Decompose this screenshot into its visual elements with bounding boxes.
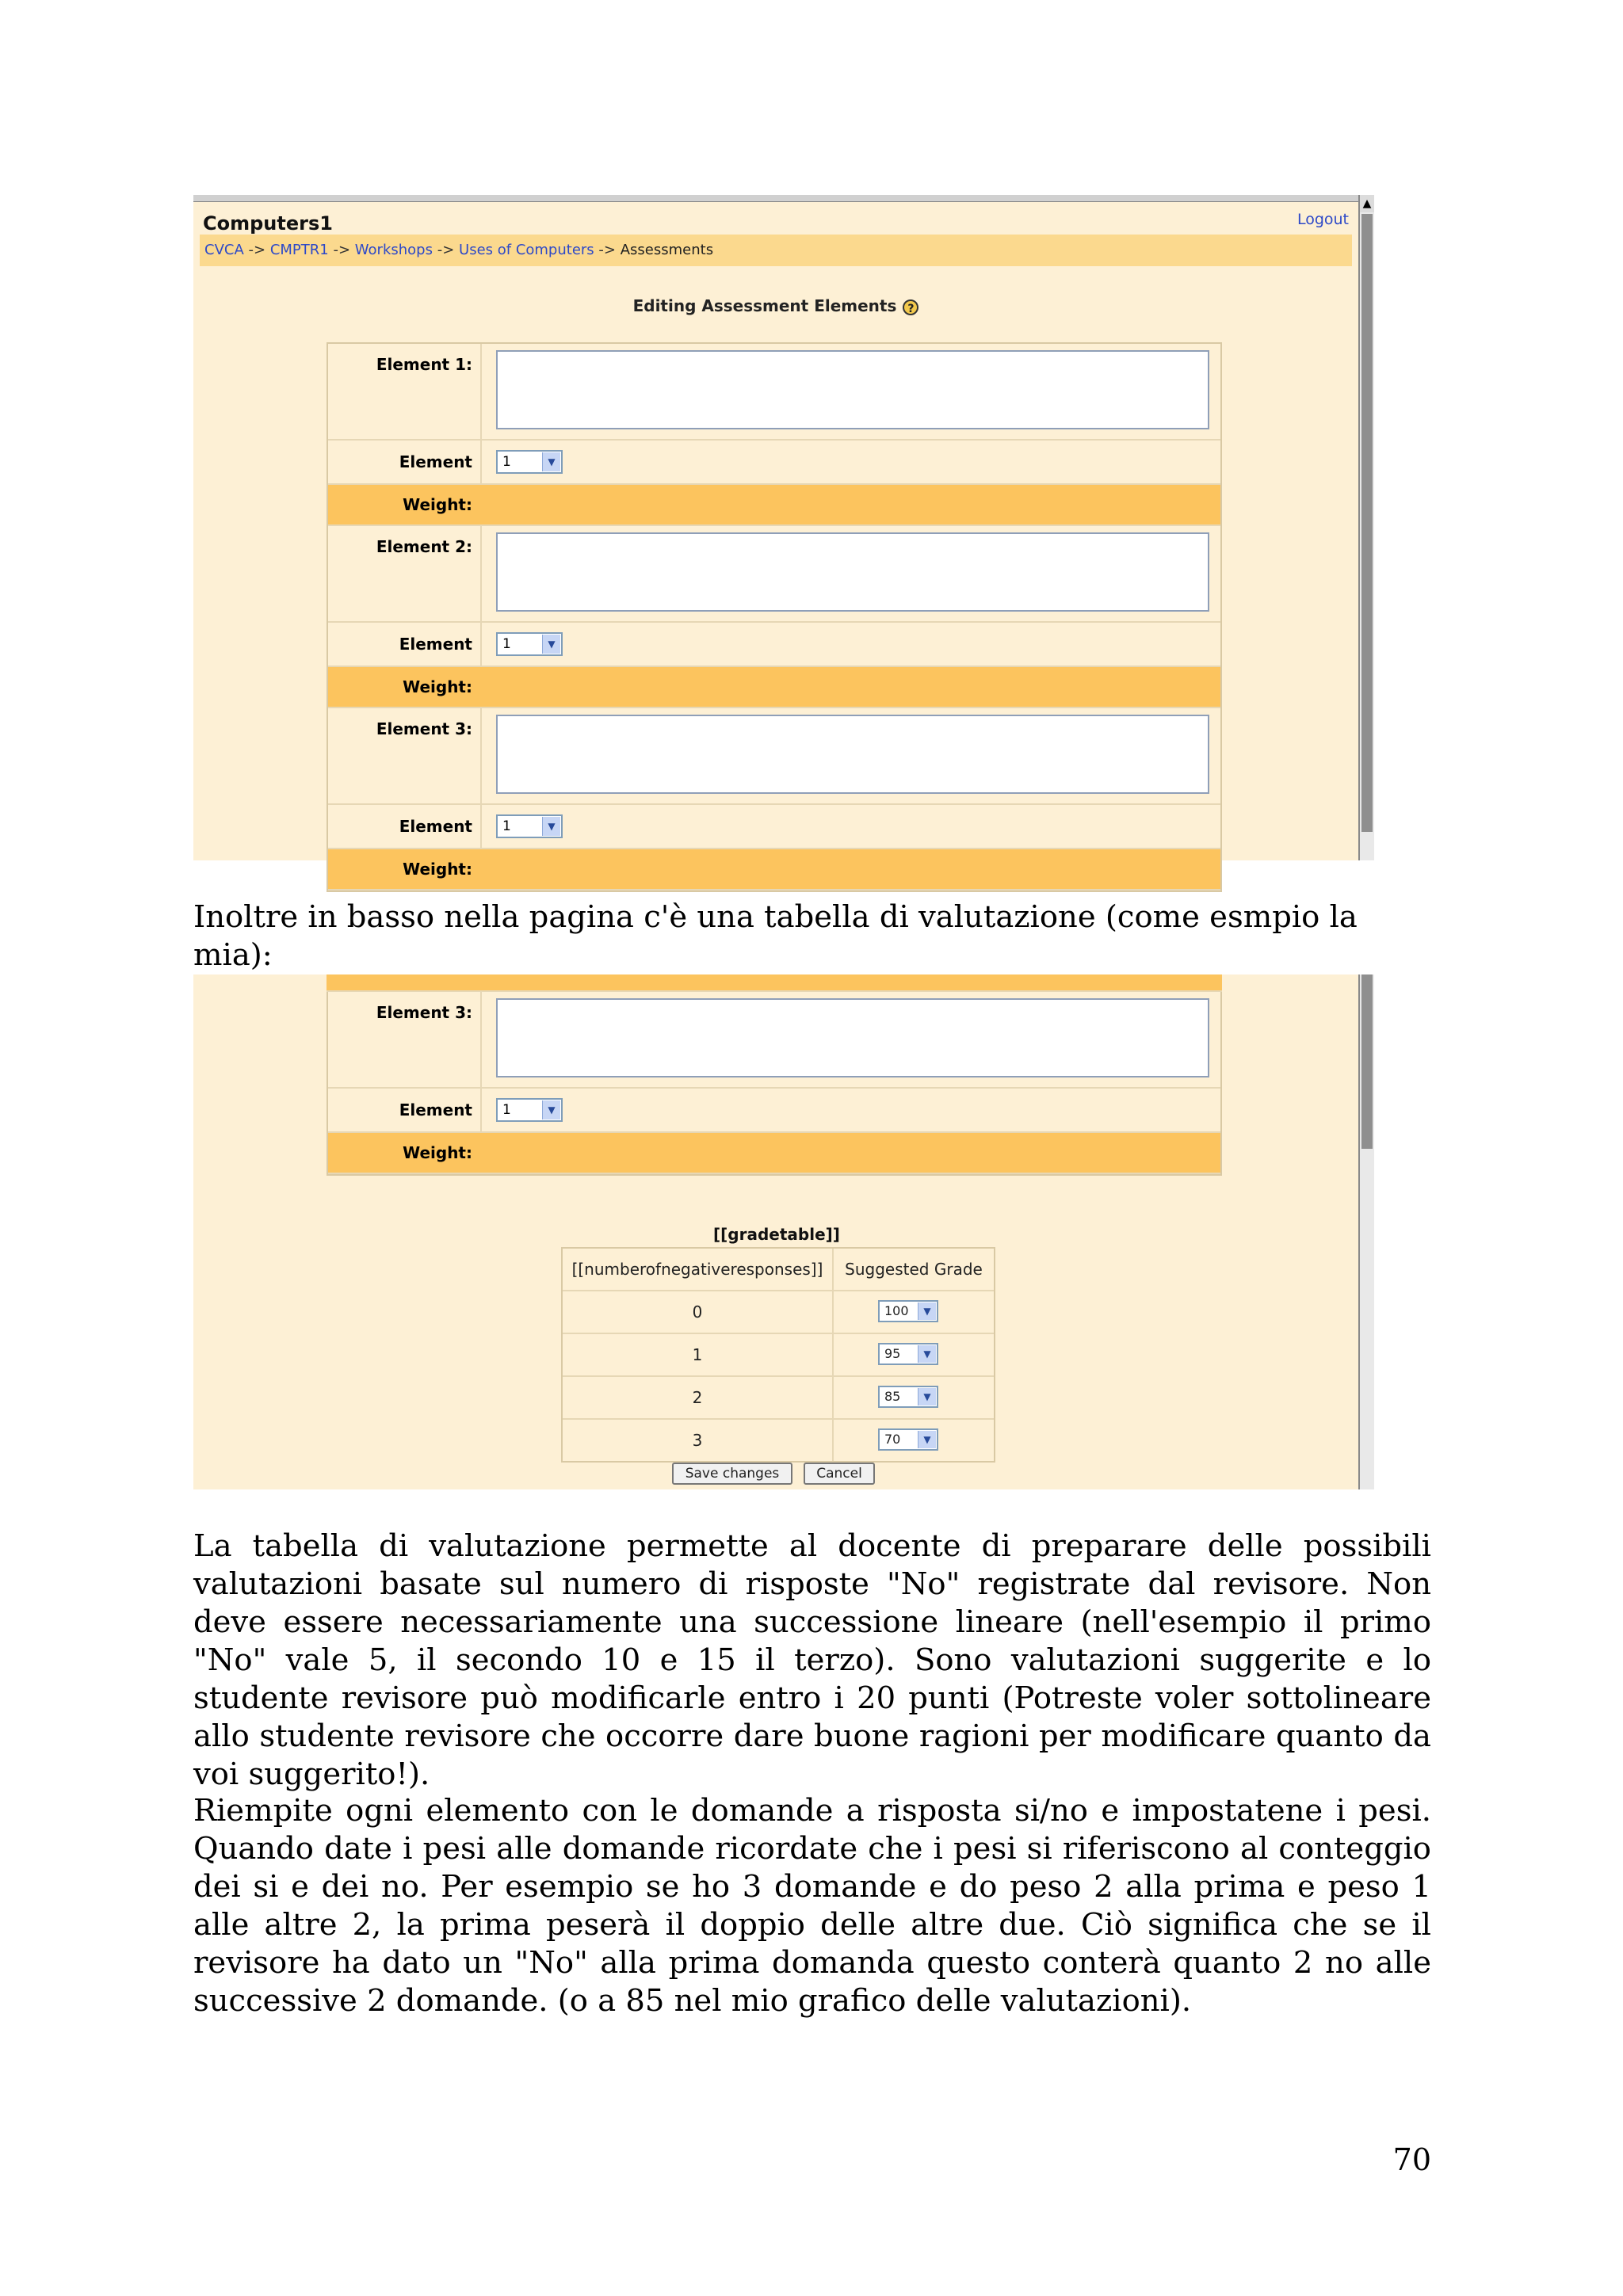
element-row [328,992,1220,1089]
site-title: Computers1 [203,212,333,235]
weight-value: 1 [502,1102,511,1118]
vertical-scrollbar[interactable] [1358,974,1374,1489]
assessment-elements-form [327,992,1222,1176]
element-row [328,708,1220,805]
element-label: Element 1: [331,344,482,439]
negatives-value: 2 [563,1377,834,1418]
element-3-weight-select[interactable] [496,814,563,838]
element-row [328,526,1220,623]
grade-select[interactable] [878,1343,938,1365]
element-weight-label: Element Weight: [331,623,482,666]
element-2-weight-select[interactable] [496,632,563,656]
chevron-down-icon[interactable]: ▼ [918,1388,936,1405]
column-header-suggested-grade: Suggested Grade [845,1260,983,1279]
weight-value: 1 [502,454,511,470]
element-weight-row [328,1089,1220,1162]
element-weight-row [328,441,1220,514]
breadcrumb-separator: -> [248,242,270,258]
help-icon[interactable]: ? [903,299,918,315]
element-label: Element 2: [331,526,482,621]
element-weight-row [328,805,1220,879]
paragraph-element-weights: Riempite ogni elemento con le domande a risposta si/no e impostatene i pesi. Quando date i pesi alle domande ricordate che i pesi si riferiscono al conteggio dei si e dei no. Per esempio se ho 3 domande e do peso 2 alla prima e peso 1 alle altre 2, la prima peserà il doppio delle altre due. Ciò significa che se il revisore ha dato un "No" alla prima domanda questo conterà quanto 2 no alle successive 2 domande. (o a 85 nel mio grafico delle valutazioni). [193,1793,1431,2019]
breadcrumb-separator: -> [333,242,355,258]
element-weight-row [328,623,1220,696]
screenshot-assessment-elements [193,195,1374,879]
chevron-down-icon[interactable]: ▼ [918,1345,936,1363]
save-changes-button[interactable]: Save changes [672,1463,792,1485]
element-weight-label: Element Weight: [331,441,482,483]
element-weight-label: Element Weight: [331,1089,482,1131]
grade-value: 100 [884,1303,909,1318]
table-row [563,1334,994,1377]
negatives-value: 3 [563,1420,834,1461]
negatives-value: 1 [563,1334,834,1375]
weight-value: 1 [502,636,511,652]
assessment-elements-form [327,342,1222,892]
element-row [328,344,1220,441]
grade-select[interactable] [878,1428,938,1451]
weight-value: 1 [502,818,511,834]
breadcrumb [200,235,1352,266]
breadcrumb-separator: -> [437,242,460,258]
chevron-down-icon[interactable]: ▼ [542,635,560,654]
paragraph-grade-table-explanation: La tabella di valutazione permette al docente di preparare delle possibili valutazioni basate sul numero di risposte "No" registrate dal revisore. Non deve essere necessariamente una successione lineare (nell'esempio il primo "No" vale 5, il secondo 10 e 15 il terzo). Sono valutazioni suggerite e lo studente revisore può modificarle entro i 20 punti (Potreste voler sottolineare allo studente revisore che occorre dare buone ragioni per modificare quanto da voi suggerito!). [193,1528,1431,1792]
breadcrumb-link-cvca[interactable]: CVCA [204,242,244,258]
table-row [563,1291,994,1334]
element-separator [327,974,1222,992]
element-1-textarea[interactable] [496,350,1209,429]
table-row [563,1420,994,1461]
breadcrumb-separator: -> [598,242,621,258]
grade-select[interactable] [878,1386,938,1408]
element-1-weight-select[interactable] [496,450,563,474]
grade-value: 85 [884,1389,901,1404]
element-label: Element 3: [331,992,482,1087]
page-heading [193,296,1358,315]
negatives-value: 0 [563,1291,834,1333]
grade-table-title: [[gradetable]] [713,1225,840,1244]
chevron-down-icon[interactable]: ▼ [542,817,560,836]
scrollbar-thumb[interactable] [1361,974,1373,1149]
breadcrumb-current: Assessments [620,242,714,258]
breadcrumb-link-cmptr1[interactable]: CMPTR1 [269,242,329,258]
grade-select[interactable] [878,1300,938,1322]
breadcrumb-link-workshops[interactable]: Workshops [354,242,433,258]
grade-value: 70 [884,1432,901,1447]
window-top-strip [193,195,1374,202]
logout-link[interactable]: Logout [1296,211,1349,228]
element-weight-label: Element Weight: [331,805,482,848]
table-row [563,1377,994,1420]
page-heading-text: Editing Assessment Elements [632,296,897,315]
cancel-button[interactable]: Cancel [804,1463,875,1485]
vertical-scrollbar[interactable] [1358,195,1374,860]
caption-text: Inoltre in basso nella pagina c'è una tabella di valutazione (come esmpio la mia): [193,899,1358,973]
grade-table [561,1247,995,1463]
column-header-negative-responses: [[numberofnegativeresponses]] [563,1249,834,1290]
page-number: 70 [1392,2142,1431,2177]
scrollbar-thumb[interactable] [1361,214,1373,832]
chevron-down-icon[interactable]: ▼ [542,1100,560,1119]
element-2-textarea[interactable] [496,532,1209,612]
element-label: Element 3: [331,708,482,803]
grade-value: 95 [884,1346,901,1361]
chevron-down-icon[interactable]: ▼ [918,1302,936,1320]
breadcrumb-link-uses-of-computers[interactable]: Uses of Computers [459,242,594,258]
chevron-down-icon[interactable]: ▼ [918,1431,936,1448]
grade-table-header [563,1249,994,1291]
chevron-down-icon[interactable]: ▼ [542,452,560,471]
element-3-textarea[interactable] [496,998,1209,1077]
screenshot-grade-table [193,974,1374,1489]
element-3-weight-select[interactable] [496,1098,563,1122]
element-3-textarea[interactable] [496,715,1209,794]
scroll-up-arrow-icon[interactable]: ▲ [1360,195,1374,212]
